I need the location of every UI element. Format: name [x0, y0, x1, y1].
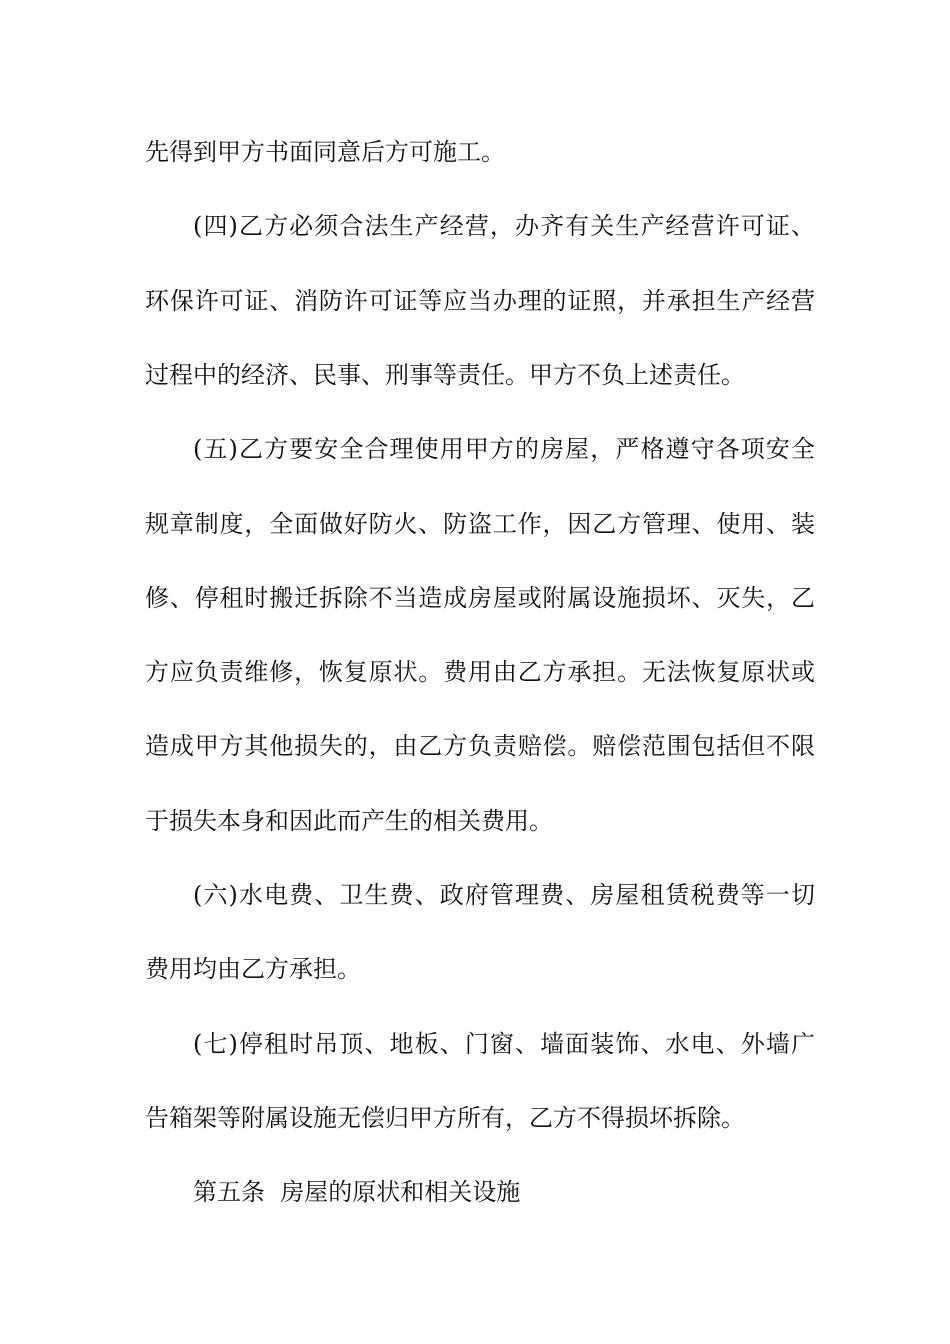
text-line-8: 方应负责维修，恢复原状。费用由乙方承担。无法恢复原状或 — [145, 658, 815, 686]
text-line-12: 费用均由乙方承担。 — [145, 955, 361, 983]
text-line-13: (七)停租时吊顶、地板、门窗、墙面装饰、水电、外墙广 — [193, 1030, 815, 1058]
text-line-7: 修、停租时搬迁拆除不当造成房屋或附属设施损坏、灭失，乙 — [145, 584, 815, 612]
text-line-3: 环保许可证、消防许可证等应当办理的证照，并承担生产经营 — [145, 287, 815, 315]
text-line-2: (四)乙方必须合法生产经营，办齐有关生产经营许可证、 — [193, 212, 815, 240]
text-line-10: 于损失本身和因此而产生的相关费用。 — [145, 807, 553, 835]
text-line-4: 过程中的经济、民事、刑事等责任。甲方不负上述责任。 — [145, 361, 745, 389]
text-line-11: (六)水电费、卫生费、政府管理费、房屋租赁税费等一切 — [193, 881, 815, 909]
text-line-5: (五)乙方要安全合理使用甲方的房屋，严格遵守各项安全 — [193, 435, 815, 463]
text-line-1: 先得到甲方书面同意后方可施工。 — [145, 138, 505, 166]
section-heading: 第五条 房屋的原状和相关设施 — [193, 1178, 521, 1206]
text-line-9: 造成甲方其他损失的，由乙方负责赔偿。赔偿范围包括但不限 — [145, 732, 815, 760]
text-line-14: 告箱架等附属设施无偿归甲方所有，乙方不得损坏拆除。 — [145, 1104, 745, 1132]
text-line-6: 规章制度，全面做好防火、防盗工作，因乙方管理、使用、装 — [145, 510, 815, 538]
